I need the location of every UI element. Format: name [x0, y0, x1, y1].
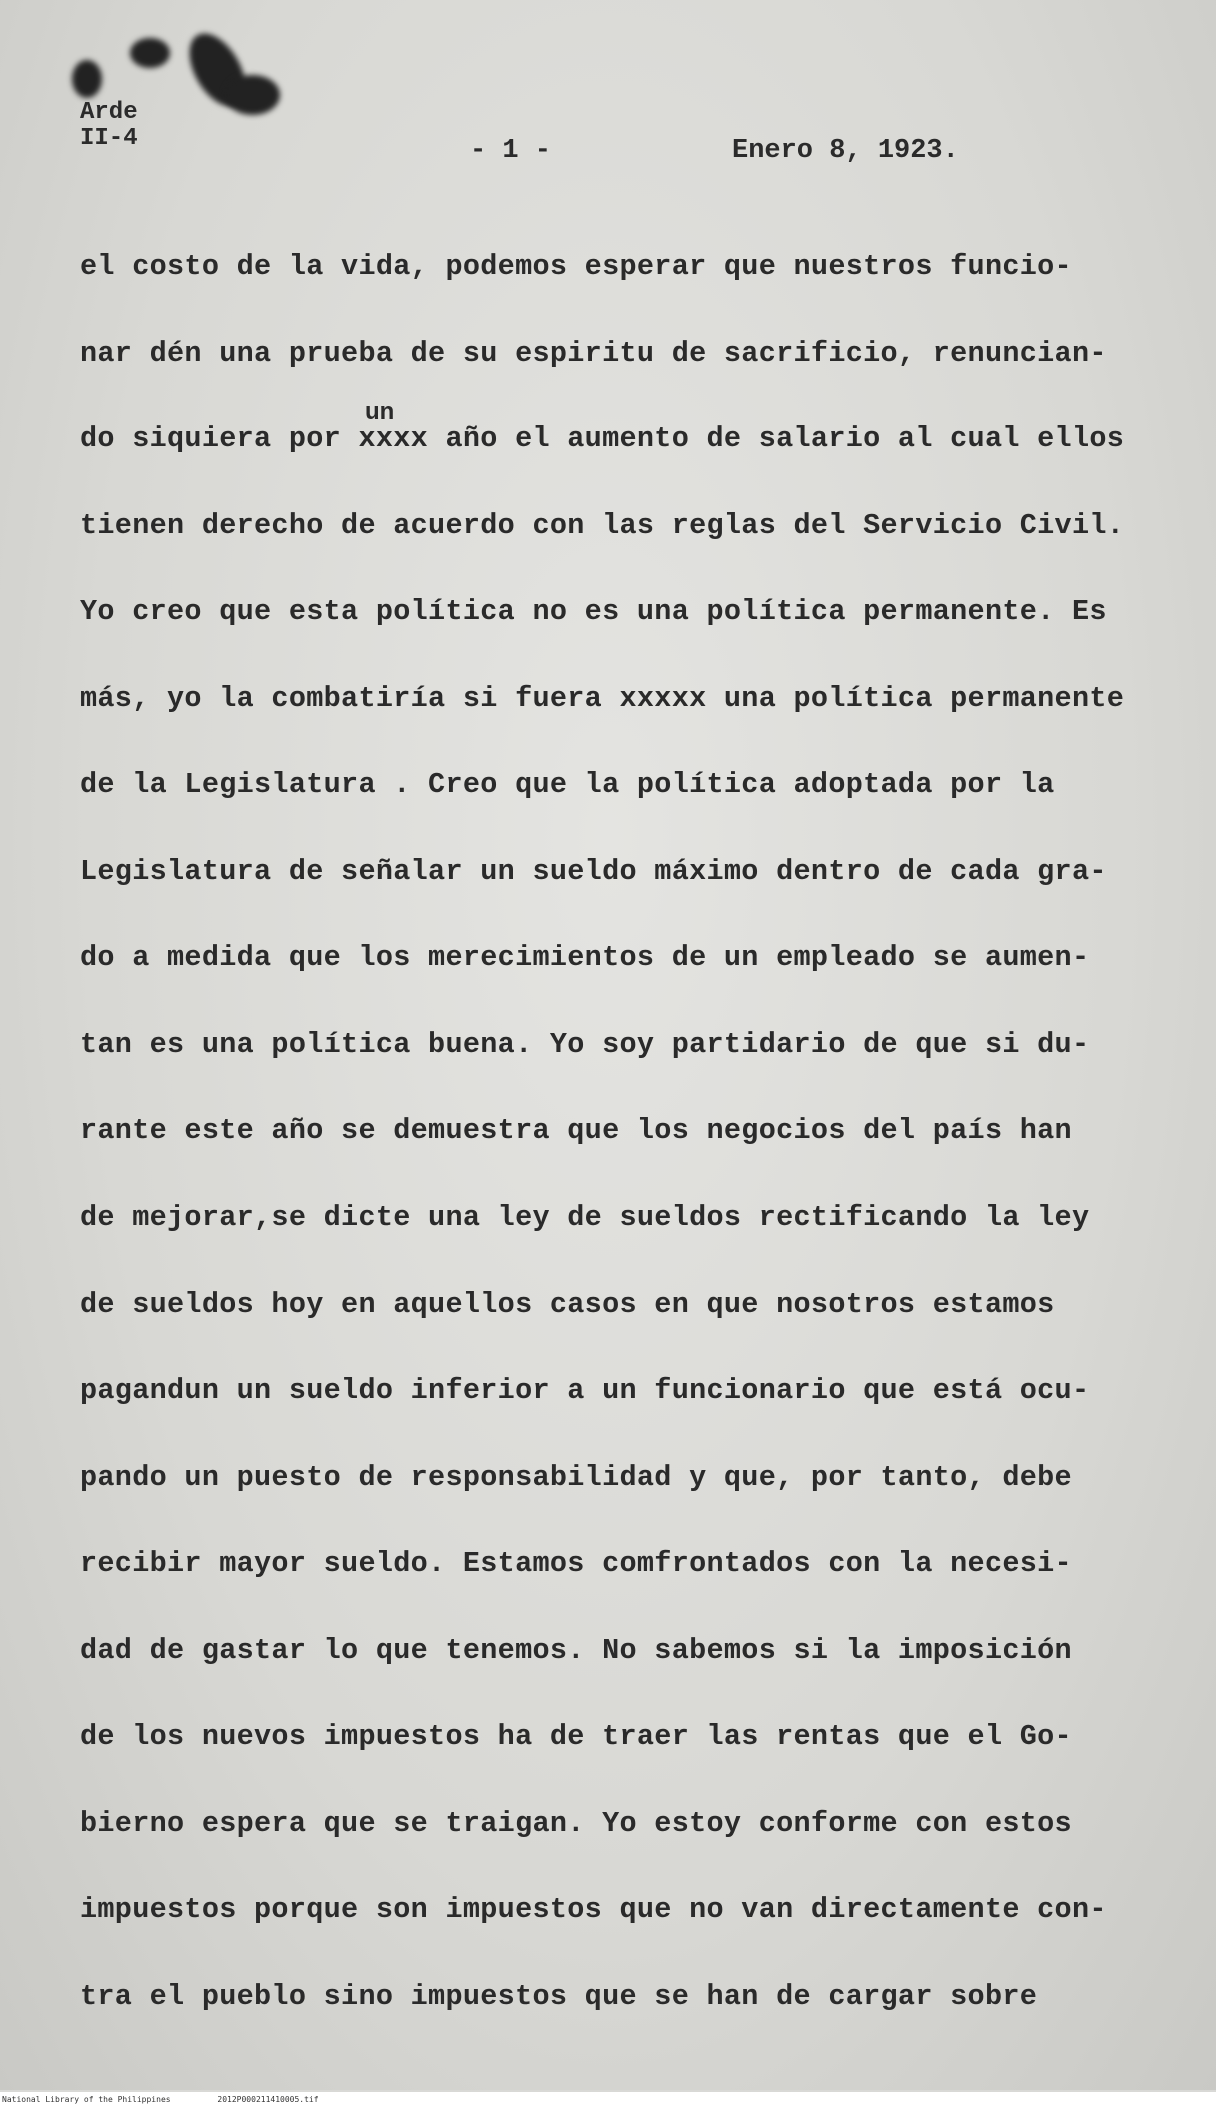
text-line: dad de gastar lo que tenemos. No sabemos si la imposición [80, 1634, 1072, 1667]
footer-source: National Library of the Philippines [2, 2095, 171, 2104]
text-line: de la Legislatura . Creo que la política adoptada por la [80, 768, 1055, 801]
document-date: Enero 8, 1923. [732, 136, 959, 166]
text-line: tra el pueblo sino impuestos que se han de cargar sobre [80, 1980, 1038, 2013]
ink-smudge [225, 75, 280, 115]
text-line: nar dén una prueba de su espiritu de sacrificio, renuncian- [80, 337, 1107, 370]
text-line: impuestos porque son impuestos que no van directamente con- [80, 1893, 1107, 1926]
text-line: tienen derecho de acuerdo con las reglas del Servicio Civil. [80, 509, 1125, 542]
handwritten-insertion: un [365, 398, 395, 425]
text-line: bierno espera que se traigan. Yo estoy conforme con estos [80, 1807, 1072, 1840]
text-line: de los nuevos impuestos ha de traer las rentas que el Go- [80, 1720, 1072, 1753]
text-line: de sueldos hoy en aquellos casos en que nosotros estamos [80, 1288, 1055, 1321]
page-number: - 1 - [470, 136, 552, 166]
ink-smudge [72, 60, 102, 98]
ink-smudge [130, 38, 170, 68]
text-line: pagandun un sueldo inferior a un funcionario que está ocu- [80, 1374, 1090, 1407]
document-code-line1: Arde [80, 99, 138, 126]
text-line: do siquiera por xxxx año el aumento de salario al cual ellos [80, 422, 1125, 455]
text-line: do a medida que los merecimientos de un empleado se aumen- [80, 941, 1090, 974]
text-line: Yo creo que esta política no es una política permanente. Es [80, 595, 1107, 628]
text-line: pando un puesto de responsabilidad y que, por tanto, debe [80, 1461, 1072, 1494]
scan-footer [0, 2092, 1216, 2108]
text-line: rante este año se demuestra que los negocios del país han [80, 1114, 1072, 1147]
text-line: tan es una política buena. Yo soy partidario de que si du- [80, 1028, 1090, 1061]
text-line: el costo de la vida, podemos esperar que nuestros funcio- [80, 250, 1072, 283]
text-line: más, yo la combatiría si fuera xxxxx una política permanente [80, 682, 1125, 715]
document-code [80, 100, 138, 152]
footer-filename: 2012P000211410005.tif [217, 2095, 319, 2104]
text-line: Legislatura de señalar un sueldo máximo dentro de cada gra- [80, 855, 1107, 888]
document-code-line2: II-4 [80, 125, 138, 152]
text-line: de mejorar,se dicte una ley de sueldos rectificando la ley [80, 1201, 1090, 1234]
text-line: recibir mayor sueldo. Estamos comfrontados con la necesi- [80, 1547, 1072, 1580]
